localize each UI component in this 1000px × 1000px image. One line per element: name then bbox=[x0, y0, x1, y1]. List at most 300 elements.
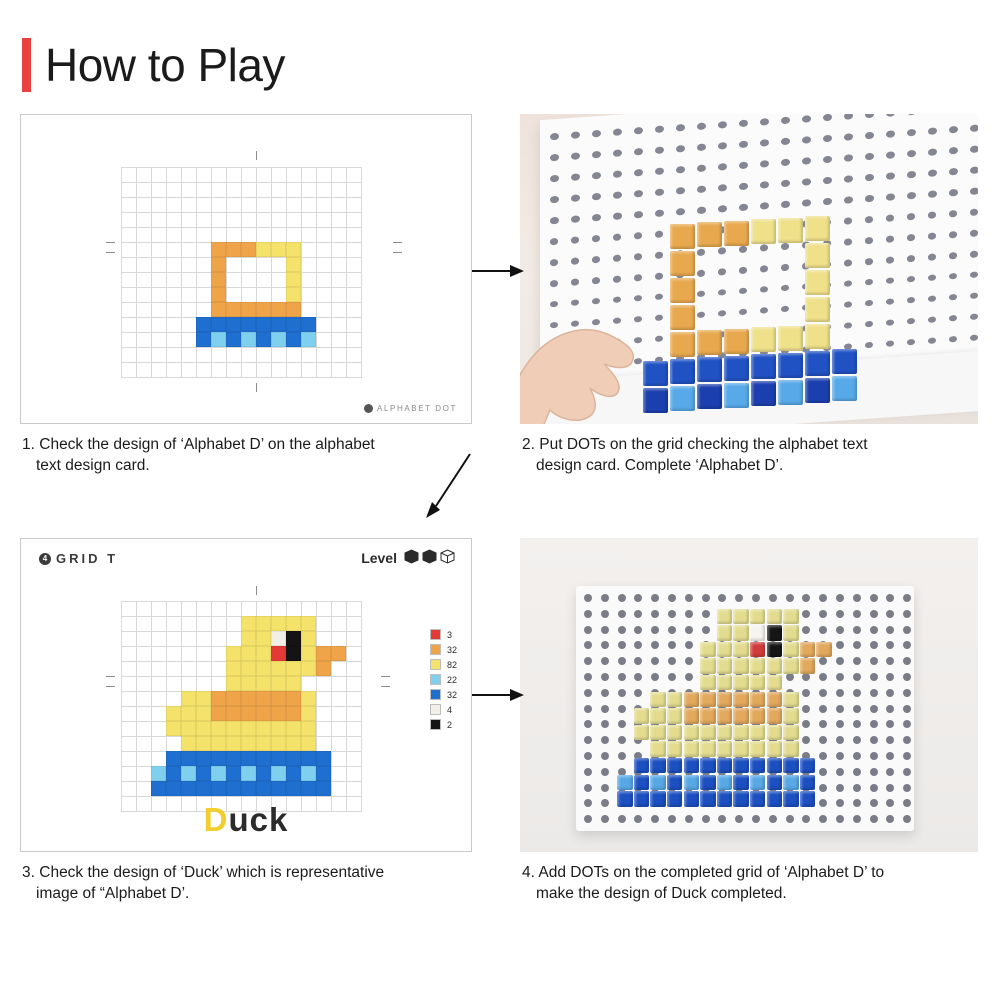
pegboard-hole bbox=[886, 626, 894, 634]
pegboard-hole bbox=[676, 145, 685, 153]
pegboard-hole bbox=[819, 720, 827, 728]
dot-brick bbox=[700, 775, 715, 790]
dot-brick bbox=[778, 326, 803, 351]
dot-brick bbox=[750, 658, 765, 673]
pegboard-hole bbox=[886, 214, 894, 221]
dot-brick bbox=[733, 625, 748, 640]
pegboard-hole bbox=[601, 689, 609, 697]
pegboard-hole bbox=[844, 301, 852, 308]
pegboard-hole bbox=[853, 610, 861, 618]
dot-brick bbox=[717, 692, 732, 707]
pegboard-hole bbox=[907, 129, 916, 137]
pegboard bbox=[576, 586, 914, 831]
dot-brick bbox=[667, 775, 682, 790]
tick-top bbox=[256, 151, 257, 160]
pegboard-hole bbox=[769, 594, 777, 602]
pegboard-hole bbox=[735, 815, 743, 823]
dot-brick bbox=[667, 692, 682, 707]
pegboard-hole bbox=[571, 152, 580, 160]
dot-brick bbox=[650, 725, 665, 740]
pegboard-hole bbox=[668, 594, 676, 602]
pegboard-hole bbox=[760, 286, 768, 293]
pegboard-hole bbox=[836, 657, 844, 665]
pegboard-hole bbox=[907, 318, 915, 325]
dot-brick bbox=[717, 675, 732, 690]
pegboard-hole bbox=[584, 736, 592, 744]
pegboard-hole bbox=[618, 673, 626, 681]
dot-brick bbox=[767, 725, 782, 740]
pegboard-hole bbox=[903, 673, 911, 681]
pegboard-hole bbox=[928, 316, 936, 323]
pegboard-hole bbox=[601, 736, 609, 744]
pegboard-hole bbox=[718, 815, 726, 823]
step-4-panel bbox=[520, 538, 978, 905]
pegboard-hole bbox=[651, 815, 659, 823]
pegboard-hole bbox=[949, 273, 957, 280]
legend-row bbox=[430, 704, 457, 715]
pegboard-hole bbox=[903, 689, 911, 697]
pegboard-hole bbox=[903, 815, 911, 823]
pegboard-hole bbox=[739, 288, 747, 295]
tick-right-b bbox=[393, 252, 402, 253]
hand bbox=[520, 234, 700, 424]
pegboard-hole bbox=[949, 231, 957, 238]
legend-count: 22 bbox=[446, 674, 457, 685]
pegboard-hole bbox=[651, 610, 659, 618]
pegboard-hole bbox=[739, 246, 747, 253]
pegboard-hole bbox=[886, 172, 895, 180]
pegboard-hole bbox=[760, 139, 769, 147]
legend-row bbox=[430, 644, 457, 655]
dot-brick bbox=[750, 775, 765, 790]
step-3-number: 3. bbox=[22, 864, 35, 881]
pegboard-hole bbox=[584, 657, 592, 665]
dot-brick bbox=[684, 708, 699, 723]
dot-brick bbox=[751, 381, 776, 406]
dot-brick bbox=[767, 692, 782, 707]
level-cubes bbox=[404, 549, 455, 567]
pegboard-hole bbox=[886, 594, 894, 602]
pegboard-hole bbox=[865, 342, 873, 349]
dot-brick bbox=[650, 741, 665, 756]
pegboard-hole bbox=[949, 252, 957, 259]
pegboard-hole bbox=[836, 736, 844, 744]
pegboard-hole bbox=[601, 784, 609, 792]
arrow-step3-to-step4 bbox=[470, 682, 526, 708]
pegboard-hole bbox=[601, 641, 609, 649]
pegboard-hole bbox=[949, 336, 957, 343]
pegboard-hole bbox=[819, 784, 827, 792]
tick3-right-b bbox=[381, 686, 390, 687]
pegboard-hole bbox=[949, 315, 957, 322]
duck-word-rest: uck bbox=[228, 801, 289, 838]
step-2-caption bbox=[520, 434, 978, 477]
card-brand-label: ALPHABET DOT bbox=[377, 404, 457, 413]
pegboard-hole bbox=[886, 736, 894, 744]
pegboard-hole bbox=[685, 657, 693, 665]
pegboard-hole bbox=[618, 736, 626, 744]
pegboard-hole bbox=[802, 736, 810, 744]
dot-brick bbox=[700, 692, 715, 707]
pegboard-hole bbox=[584, 594, 592, 602]
pegboard-hole bbox=[718, 594, 726, 602]
tick-left-a bbox=[106, 242, 115, 243]
pegboard-hole bbox=[970, 271, 978, 278]
pegboard-hole bbox=[601, 799, 609, 807]
dot-brick bbox=[751, 219, 776, 244]
pegboard-hole bbox=[886, 277, 894, 284]
pegboard-hole bbox=[584, 815, 592, 823]
pegboard-hole bbox=[601, 626, 609, 634]
pegboard-hole bbox=[949, 210, 957, 217]
dot-brick bbox=[634, 791, 649, 806]
dot-brick bbox=[717, 625, 732, 640]
pegboard-hole bbox=[870, 594, 878, 602]
pegboard-hole bbox=[853, 626, 861, 634]
pegboard-hole bbox=[752, 815, 760, 823]
dot-brick bbox=[767, 708, 782, 723]
pegboard-hole bbox=[739, 141, 748, 149]
dot-brick bbox=[717, 609, 732, 624]
card-brand bbox=[364, 404, 457, 413]
pegboard-hole bbox=[592, 172, 601, 180]
pegboard-hole bbox=[903, 768, 911, 776]
pegboard-hole bbox=[970, 166, 978, 174]
dot-brick bbox=[800, 758, 815, 773]
pegboard-hole bbox=[865, 216, 873, 223]
pegboard-hole bbox=[823, 135, 832, 143]
dot-brick bbox=[724, 221, 749, 246]
pegboard-hole bbox=[571, 194, 580, 202]
pegboard-hole bbox=[634, 673, 642, 681]
pegboard-hole bbox=[651, 626, 659, 634]
pegboard-hole bbox=[655, 125, 664, 133]
pegboard-hole bbox=[613, 212, 622, 219]
legend-swatch bbox=[430, 719, 441, 730]
pegboard-hole bbox=[836, 799, 844, 807]
dot-brick bbox=[832, 376, 857, 401]
legend-row bbox=[430, 689, 457, 700]
pegboard-hole bbox=[702, 594, 710, 602]
pegboard-hole bbox=[571, 173, 580, 181]
pegboard-hole bbox=[870, 736, 878, 744]
pegboard-hole bbox=[836, 673, 844, 681]
pegboard-hole bbox=[613, 191, 622, 199]
dot-brick bbox=[650, 692, 665, 707]
tick-right-a bbox=[393, 242, 402, 243]
pegboard-hole bbox=[865, 321, 873, 328]
pegboard-hole bbox=[601, 815, 609, 823]
pegboard-hole bbox=[655, 209, 664, 216]
pegboard-hole bbox=[781, 306, 789, 313]
pegboard-hole bbox=[601, 705, 609, 713]
pegboard-hole bbox=[928, 127, 937, 135]
dot-brick bbox=[700, 658, 715, 673]
pegboard-hole bbox=[903, 657, 911, 665]
pegboard-hole bbox=[718, 247, 726, 254]
pegboard-hole bbox=[735, 594, 743, 602]
pegboard-hole bbox=[903, 752, 911, 760]
pegboard-photo-duck bbox=[520, 538, 978, 852]
pegboard-hole bbox=[802, 815, 810, 823]
dot-brick bbox=[750, 625, 765, 640]
pegboard-hole bbox=[970, 145, 978, 153]
dot-brick bbox=[684, 692, 699, 707]
dot-brick bbox=[805, 243, 830, 268]
pegboard-hole bbox=[903, 736, 911, 744]
dot-brick bbox=[650, 758, 665, 773]
pegboard-hole bbox=[853, 799, 861, 807]
pegboard-hole bbox=[618, 657, 626, 665]
pegboard-hole bbox=[760, 244, 768, 251]
pegboard-hole bbox=[819, 689, 827, 697]
pegboard-hole bbox=[819, 752, 827, 760]
step-4-photo bbox=[520, 538, 978, 852]
pegboard-hole bbox=[844, 217, 852, 224]
pegboard-hole bbox=[697, 143, 706, 151]
dot-brick bbox=[700, 725, 715, 740]
step-2-line2: design card. Complete ‘Alphabet D’. bbox=[536, 457, 784, 475]
pegboard-hole bbox=[865, 195, 874, 202]
header-accent-bar bbox=[22, 38, 31, 92]
pegboard-hole bbox=[853, 784, 861, 792]
dot-brick bbox=[750, 609, 765, 624]
pegboard-hole bbox=[907, 339, 915, 346]
pegboard-hole bbox=[970, 313, 978, 320]
dot-brick bbox=[717, 741, 732, 756]
pegboard-hole bbox=[550, 133, 559, 141]
dot-brick bbox=[724, 329, 749, 354]
pegboard-hole bbox=[584, 673, 592, 681]
step-1-panel bbox=[20, 114, 472, 477]
dot-brick bbox=[667, 791, 682, 806]
pegboard-hole bbox=[802, 115, 811, 123]
dot-brick bbox=[717, 758, 732, 773]
dot-brick bbox=[767, 658, 782, 673]
legend-row bbox=[430, 629, 457, 640]
pegboard-hole bbox=[836, 720, 844, 728]
pegboard-hole bbox=[718, 121, 727, 129]
pegboard-hole bbox=[592, 214, 601, 221]
pegboard-hole bbox=[718, 268, 726, 275]
pegboard-hole bbox=[853, 657, 861, 665]
dot-brick bbox=[717, 708, 732, 723]
pegboard-hole bbox=[802, 178, 811, 186]
pegboard-hole bbox=[634, 127, 643, 135]
dot-brick bbox=[767, 741, 782, 756]
pegboard-hole bbox=[886, 114, 895, 117]
pegboard-hole bbox=[676, 166, 685, 174]
dot-brick bbox=[750, 725, 765, 740]
dot-brick bbox=[783, 741, 798, 756]
pegboard-hole bbox=[886, 815, 894, 823]
dot-brick bbox=[805, 216, 830, 241]
pegboard-hole bbox=[802, 705, 810, 713]
pegboard-hole bbox=[853, 736, 861, 744]
pegboard-hole bbox=[655, 167, 664, 175]
dot-brick bbox=[800, 775, 815, 790]
pegboard-hole bbox=[907, 150, 916, 158]
dot-brick bbox=[667, 758, 682, 773]
pegboard-hole bbox=[618, 752, 626, 760]
pegboard-hole bbox=[760, 118, 769, 126]
pegboard-hole bbox=[865, 132, 874, 140]
step-4-caption bbox=[520, 862, 978, 905]
pegboard-hole bbox=[823, 114, 832, 121]
dot-brick bbox=[697, 384, 722, 409]
pegboard-hole bbox=[870, 752, 878, 760]
pegboard-hole bbox=[618, 705, 626, 713]
duck-design-card bbox=[20, 538, 472, 852]
pegboard-hole bbox=[865, 114, 874, 119]
pegboard-hole bbox=[601, 594, 609, 602]
dot-brick bbox=[650, 791, 665, 806]
step-2-panel bbox=[520, 114, 978, 477]
dot-brick bbox=[650, 708, 665, 723]
legend-count: 32 bbox=[446, 644, 457, 655]
pegboard-hole bbox=[634, 626, 642, 634]
dot-brick bbox=[634, 725, 649, 740]
pegboard-hole bbox=[739, 267, 747, 274]
dot-brick bbox=[778, 353, 803, 378]
pegboard-hole bbox=[634, 689, 642, 697]
pegboard-hole bbox=[668, 657, 676, 665]
pegboard-hole bbox=[819, 673, 827, 681]
pegboard-hole bbox=[819, 799, 827, 807]
pegboard-hole bbox=[886, 319, 894, 326]
pegboard-hole bbox=[928, 148, 937, 156]
pegboard-hole bbox=[584, 610, 592, 618]
dot-brick bbox=[700, 741, 715, 756]
dot-brick bbox=[717, 725, 732, 740]
pegboard-hole bbox=[870, 799, 878, 807]
pegboard-hole bbox=[592, 151, 601, 159]
pegboard-hole bbox=[760, 181, 769, 189]
pegboard-hole bbox=[781, 285, 789, 292]
pegboard-hole bbox=[949, 294, 957, 301]
pegboard-hole bbox=[739, 120, 748, 128]
pegboard-hole bbox=[970, 292, 978, 299]
pegboard-hole bbox=[870, 720, 878, 728]
step-1-line1: Check the design of ‘Alphabet D’ on the alphabet bbox=[39, 436, 375, 453]
pegboard-hole bbox=[802, 610, 810, 618]
pegboard-hole bbox=[836, 594, 844, 602]
dot-brick bbox=[634, 775, 649, 790]
color-legend bbox=[430, 629, 457, 730]
pegboard-hole bbox=[844, 133, 853, 141]
dot-brick bbox=[733, 725, 748, 740]
level-label: Level bbox=[361, 550, 397, 566]
page-title: How to Play bbox=[45, 39, 285, 91]
pegboard-hole bbox=[601, 610, 609, 618]
pegboard-hole bbox=[836, 784, 844, 792]
pegboard-hole bbox=[802, 626, 810, 634]
pegboard-hole bbox=[718, 205, 727, 212]
pegboard-hole bbox=[819, 705, 827, 713]
legend-swatch bbox=[430, 674, 441, 685]
pegboard-hole bbox=[781, 138, 790, 146]
pegboard-hole bbox=[836, 689, 844, 697]
pegboard-hole bbox=[870, 768, 878, 776]
pegboard-hole bbox=[634, 148, 643, 156]
dot-brick bbox=[750, 692, 765, 707]
step-3-caption bbox=[20, 862, 472, 905]
legend-row bbox=[430, 659, 457, 670]
pegboard-hole bbox=[853, 815, 861, 823]
dot-brick bbox=[667, 708, 682, 723]
pegboard-hole bbox=[550, 175, 559, 183]
pegboard-hole bbox=[903, 705, 911, 713]
legend-count: 82 bbox=[446, 659, 457, 670]
pegboard-hole bbox=[949, 147, 958, 155]
dot-brick bbox=[733, 642, 748, 657]
pegboard-hole bbox=[685, 626, 693, 634]
arrow-step2-to-step3 bbox=[418, 450, 478, 522]
step-4-line1: Add DOTs on the completed grid of ‘Alphabet D’ to bbox=[538, 864, 885, 881]
dot-brick bbox=[697, 222, 722, 247]
pegboard-hole bbox=[949, 126, 958, 134]
pegboard-hole bbox=[584, 720, 592, 728]
pegboard-hole bbox=[886, 705, 894, 713]
pegboard-hole bbox=[685, 641, 693, 649]
pegboard-hole bbox=[865, 153, 874, 161]
pegboard-hole bbox=[886, 256, 894, 263]
pegboard-hole bbox=[760, 202, 769, 209]
pegboard-hole bbox=[970, 208, 978, 215]
pegboard-hole bbox=[870, 689, 878, 697]
dot-brick bbox=[684, 775, 699, 790]
pegboard-hole bbox=[786, 673, 794, 681]
pegboard-hole bbox=[844, 322, 852, 329]
legend-swatch bbox=[430, 629, 441, 640]
dot-brick bbox=[700, 708, 715, 723]
pegboard-hole bbox=[718, 142, 727, 150]
pegboard-hole bbox=[903, 720, 911, 728]
pegboard-hole bbox=[819, 657, 827, 665]
pegboard-hole bbox=[718, 184, 727, 192]
pegboard-hole bbox=[886, 130, 895, 138]
pegboard-hole bbox=[550, 154, 559, 162]
step-3-panel bbox=[20, 538, 472, 905]
pegboard-hole bbox=[697, 186, 706, 194]
pegboard-hole bbox=[853, 720, 861, 728]
dot-brick bbox=[717, 791, 732, 806]
legend-row bbox=[430, 719, 457, 730]
dot-brick bbox=[751, 354, 776, 379]
pegboard-hole bbox=[886, 689, 894, 697]
dot-brick bbox=[750, 741, 765, 756]
step-1-line2: text design card. bbox=[36, 457, 150, 475]
pegboard-hole bbox=[618, 641, 626, 649]
pegboard-hole bbox=[802, 199, 811, 206]
pegboard-hole bbox=[903, 784, 911, 792]
pegboard-hole bbox=[903, 641, 911, 649]
legend-count: 3 bbox=[446, 629, 452, 640]
pegboard-hole bbox=[786, 815, 794, 823]
pegboard-hole bbox=[651, 657, 659, 665]
pegboard-hole bbox=[836, 641, 844, 649]
dot-brick bbox=[783, 775, 798, 790]
dot-brick bbox=[805, 324, 830, 349]
pegboard-hole bbox=[903, 626, 911, 634]
dot-brick bbox=[805, 378, 830, 403]
dot-brick bbox=[697, 330, 722, 355]
duck-word-first-letter: D bbox=[203, 801, 229, 838]
pegboard-hole bbox=[949, 168, 958, 176]
step-1-number: 1. bbox=[22, 436, 35, 453]
pegboard-hole bbox=[836, 626, 844, 634]
pegboard-hole bbox=[823, 156, 832, 164]
